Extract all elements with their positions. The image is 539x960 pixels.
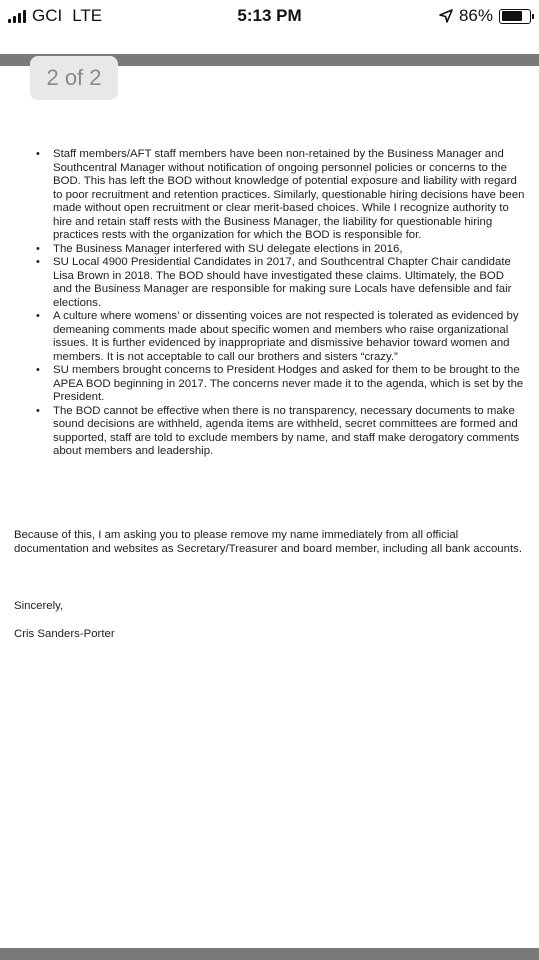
clock: 5:13 PM xyxy=(237,6,302,25)
list-item: • A culture where womens’ or dissenting voices are not respected is tolerated as evidenced by demeaning comments made about specific women and members who raise organizational issues. It is further evidenced by inappropriate and dismissive behavior toward women and members. It is not acceptable to call our brothers and sisters “crazy.” xyxy=(36,310,526,364)
status-bar xyxy=(0,0,539,32)
battery-fill xyxy=(502,11,523,21)
closing-paragraph: Because of this, I am asking you to please remove my name immediately from all official documentation and websites as Secretary/Treasurer and board member, including all bank accounts. xyxy=(14,529,523,555)
battery-icon xyxy=(499,9,531,24)
page-indicator: 2 of 2 xyxy=(30,56,118,100)
battery-percent: 86% xyxy=(458,6,493,25)
page-bottom-divider xyxy=(0,948,539,960)
list-item: • The BOD cannot be effective when there is no transparency, necessary documents to make sound decisions are withheld, agenda items are withheld, secret committees are formed and supported, staff are told to exclude members by name, and staff make derogatory comments about members and leadership. xyxy=(36,405,526,459)
location-arrow-icon xyxy=(439,9,453,23)
list-item: • SU members brought concerns to President Hodges and asked for them to be brought to the APEA BOD beginning in 2017. The concerns never made it to the agenda, which is set by the President. xyxy=(36,364,526,405)
list-item: • Staff members/AFT staff members have been non-retained by the Business Manager and Southcentral Manager without notification of ongoing personnel policies or concerns to the BOD. This has left the BOD without knowledge of potential exposure and liability with regard to poor recruitment and retention practices. Similarly, questionable hiring decisions have been made without open recruitment or clear merit-based choices. While I recognize authority to hire and retain staff rests with the Business Manager, the liability for questionable hiring practices rests with the organization for which the BOD is responsible for. xyxy=(36,148,526,243)
carrier-name: GCI xyxy=(32,6,63,25)
status-right-group xyxy=(439,6,531,26)
network-type: LTE xyxy=(72,6,103,25)
signature-name: Cris Sanders-Porter xyxy=(14,628,115,640)
list-item: • SU Local 4900 Presidential Candidates in 2017, and Southcentral Chapter Chair candidate Lisa Brown in 2018. The BOD should have investigated these claims. Ultimately, the BOD and the Business Manager are responsible for making sure Locals have defensible and fair elections. xyxy=(36,256,526,310)
concern-list xyxy=(36,148,526,459)
signoff: Sincerely, xyxy=(14,600,64,612)
list-item: • The Business Manager interfered with SU delegate elections in 2016, xyxy=(36,243,526,257)
